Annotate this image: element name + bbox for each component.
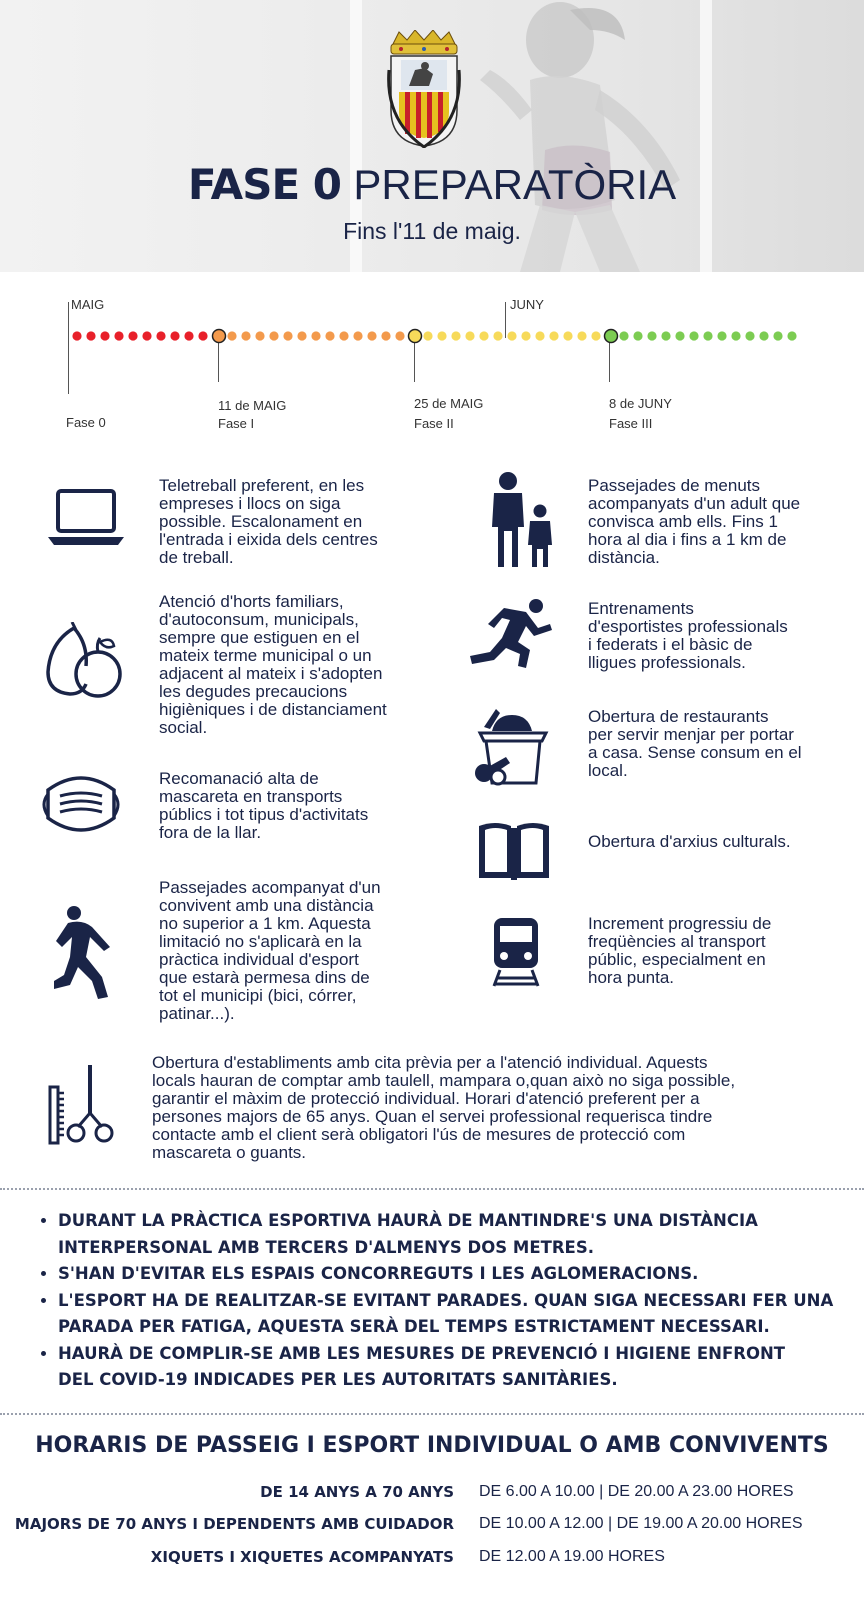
timeline-dot: [170, 331, 179, 340]
timeline-dot: [577, 331, 586, 340]
text-line: Obertura de restaurants: [588, 707, 769, 726]
text-line: públic, especialment en: [588, 950, 766, 969]
text-line: l'entrada i eixida dels centres: [159, 530, 378, 549]
text-line: i federats i el bàsic de: [588, 635, 753, 654]
text-line: convisca amb ells. Fins 1: [588, 512, 778, 531]
month-label-juny: JUNY: [510, 297, 544, 312]
rule-item: [58, 1288, 850, 1341]
text-line: pràctica individual d'esport: [159, 950, 359, 969]
text-line: que estarà permesa dins de: [159, 968, 370, 987]
timeline-dot: [198, 331, 207, 340]
timeline-dot: [451, 331, 460, 340]
timeline-dot: [297, 331, 306, 340]
timeline-dot: [283, 331, 292, 340]
milestone-phase-2: Fase II: [414, 416, 454, 431]
measure-passejades-menuts: [588, 477, 858, 567]
text-line: Passejades de menuts: [588, 476, 760, 495]
timeline-dot: [437, 331, 446, 340]
measure-establiments: [152, 1054, 852, 1162]
text-line: sempre que estiguen en el: [159, 628, 360, 647]
sprinter-icon: [468, 598, 554, 670]
text-line: Obertura d'establiments amb cita prèvia per a l'atenció individual. Aquests: [152, 1053, 708, 1072]
jogger-icon: [52, 905, 120, 1001]
timeline-dot: [114, 331, 123, 340]
timeline-dot: [353, 331, 362, 340]
schedule-row: [0, 1515, 864, 1537]
text-line: limitació no s'aplicarà en la: [159, 932, 362, 951]
timeline-dot: [156, 331, 165, 340]
measure-transport: [588, 915, 858, 987]
timeline-dot: [100, 331, 109, 340]
text-line: fora de la llar.: [159, 823, 262, 842]
text-line: públics i tot tipus d'activitats: [159, 805, 369, 824]
text-line: mateix terme municipal o un: [159, 646, 372, 665]
title-bold: FASE 0: [187, 160, 341, 209]
text-line: DURANT LA PRÀCTICA ESPORTIVA HAURÀ DE MANTINDRE'S UNA DISTÀNCIA: [58, 1211, 758, 1230]
text-line: mascareta o guants.: [152, 1143, 307, 1162]
timeline-dot: [86, 331, 95, 340]
text-line: Obertura d'arxius culturals.: [588, 832, 791, 851]
text-line: Recomanació alta de: [159, 769, 319, 788]
text-line: patinar...).: [159, 1004, 235, 1023]
text-line: hora punta.: [588, 968, 675, 987]
text-line: freqüències al transport: [588, 932, 766, 951]
text-line: locals hauran de comptar amb taulell, mampara o,quan això no siga possible,: [152, 1071, 736, 1090]
measure-horts: [159, 593, 429, 737]
timeline-dot: [184, 331, 193, 340]
rule-item: [58, 1261, 850, 1288]
timeline-milestone-dot: [409, 330, 422, 343]
timeline-dot: [787, 331, 796, 340]
timeline-dot: [773, 331, 782, 340]
timeline-dot: [269, 331, 278, 340]
measure-entrenaments: [588, 600, 858, 672]
schedule-group: DE 14 ANYS A 70 ANYS: [260, 1483, 454, 1501]
schedule-group: XIQUETS I XIQUETES ACOMPANYATS: [150, 1548, 454, 1566]
divider: [0, 1188, 864, 1190]
hero-banner: [0, 0, 864, 272]
text-line: PARADA PER FATIGA, AQUESTA SERÀ DEL TEMPS ESTRICTAMENT NECESSARI.: [58, 1317, 770, 1336]
divider: [0, 1413, 864, 1415]
text-line: Atenció d'horts familiars,: [159, 592, 344, 611]
text-line: empreses i llocs on siga: [159, 494, 341, 513]
timeline-dot: [142, 331, 151, 340]
timeline-dot: [717, 331, 726, 340]
timeline-milestone-dot: [605, 330, 618, 343]
timeline-dot: [423, 331, 432, 340]
text-line: Teletreball preferent, en les: [159, 476, 365, 495]
timeline-dot: [493, 331, 502, 340]
timeline-dot: [661, 331, 670, 340]
text-line: mascareta en transports: [159, 787, 343, 806]
phase-timeline: [0, 290, 864, 440]
text-line: Increment progressiu de: [588, 914, 772, 933]
text-line: adjacent al mateix i s'adopten: [159, 664, 383, 683]
timeline-tick-maig: [68, 302, 69, 394]
text-line: d'esportistes professionals: [588, 617, 788, 636]
text-line: contacte amb el client serà obligatori l'ús de mesures de protecció com: [152, 1125, 686, 1144]
text-line: no superior a 1 km. Aquesta: [159, 914, 371, 933]
timeline-dot: [731, 331, 740, 340]
timeline-dot: [563, 331, 572, 340]
text-line: garantir el màxim de protecció individual. Horari d'atenció preferent per a: [152, 1089, 700, 1108]
timeline-dot: [72, 331, 81, 340]
timeline-dot: [633, 331, 642, 340]
text-line: possible. Escalonament en: [159, 512, 363, 531]
text-line: lligues professionals.: [588, 653, 746, 672]
milestone-date-2: 25 de MAIG: [414, 396, 484, 411]
timeline-dot: [689, 331, 698, 340]
timeline-dot: [549, 331, 558, 340]
month-label-maig: MAIG: [71, 297, 105, 312]
page-subtitle: Fins l'11 de maig.: [343, 218, 521, 244]
timeline-dot: [367, 331, 376, 340]
timeline-dot: [675, 331, 684, 340]
text-line: Entrenaments: [588, 599, 694, 618]
timeline-dot: [647, 331, 656, 340]
timeline-dot: [381, 331, 390, 340]
measure-mascareta: [159, 770, 429, 842]
schedule-hours: DE 6.00 A 10.00 | DE 20.00 A 23.00 HORES: [479, 1483, 794, 1500]
timeline-dot: [619, 331, 628, 340]
schedule-hours: DE 10.00 A 12.00 | DE 19.00 A 20.00 HORES: [479, 1515, 803, 1532]
comb-scissors-icon: [46, 1063, 114, 1145]
text-line: HAURÀ DE COMPLIR-SE AMB LES MESURES DE PREVENCIÓ I HIGIENE ENFRONT: [58, 1343, 786, 1363]
text-line: per servir menjar per portar: [588, 725, 794, 744]
measure-restaurants: [588, 708, 858, 780]
text-line: Passejades acompanyat d'un: [159, 878, 381, 897]
adult-child-icon: [488, 471, 560, 569]
timeline-dot: [507, 331, 516, 340]
milestone-phase-1: Fase I: [218, 416, 255, 431]
milestone-line-fase3: [609, 342, 610, 382]
measure-passejades-convivent: [159, 879, 429, 1023]
schedule-row: [0, 1483, 864, 1505]
milestone-line-fase2: [414, 342, 415, 382]
laptop-icon: [46, 487, 126, 549]
fruit-icon: [42, 622, 126, 698]
schedule-hours: DE 12.00 A 19.00 HORES: [479, 1548, 665, 1565]
text-line: de treball.: [159, 548, 234, 567]
text-line: a casa. Sense consum en el: [588, 743, 802, 762]
text-line: distància.: [588, 548, 660, 567]
town-crest-icon: [385, 30, 463, 148]
train-icon: [490, 916, 542, 988]
schedule-group: MAJORS DE 70 ANYS I DEPENDENTS AMB CUIDADOR: [14, 1515, 454, 1533]
timeline-dot: [339, 331, 348, 340]
text-line: L'ESPORT HA DE REALITZAR-SE EVITANT PARADES. QUAN SIGA NECESSARI FER UNA: [58, 1290, 834, 1310]
timeline-dot: [745, 331, 754, 340]
schedule-title: HORARIS DE PASSEIG I ESPORT INDIVIDUAL O AMB CONVIVENTS: [35, 1433, 829, 1458]
timeline-dot: [227, 331, 236, 340]
timeline-dot: [325, 331, 334, 340]
text-line: DEL COVID-19 INDICADES PER LES AUTORITATS SANITÀRIES.: [58, 1370, 618, 1389]
milestone-date-1: 11 de MAIG: [218, 398, 287, 413]
timeline-milestone-dot: [213, 330, 226, 343]
schedule-row: [0, 1548, 864, 1570]
rules-list: [30, 1208, 850, 1394]
timeline-dot: [759, 331, 768, 340]
text-line: les degudes precaucions: [159, 682, 348, 701]
text-line: hora al dia i fins a 1 km de: [588, 530, 787, 549]
text-line: convivent amb una distància: [159, 896, 374, 915]
text-line: S'HAN D'EVITAR ELS ESPAIS CONCORREGUTS I LES AGLOMERACIONS.: [58, 1264, 699, 1283]
text-line: persones majors de 65 anys. Quan el servei professional requerisca tindre: [152, 1107, 713, 1126]
measure-teletreball: [159, 477, 429, 567]
text-line: d'autoconsum, municipals,: [159, 610, 359, 629]
text-line: local.: [588, 761, 628, 780]
open-book-icon: [477, 818, 551, 880]
timeline-dot: [395, 331, 404, 340]
text-line: tot el municipi (bici, córrer,: [159, 986, 357, 1005]
milestone-line-fase1: [218, 342, 219, 382]
timeline-dots: [0, 324, 864, 348]
milestone-phase-0: Fase 0: [66, 415, 106, 430]
milestone-date-3: 8 de JUNY: [609, 396, 672, 411]
timeline-dot: [128, 331, 137, 340]
takeaway-food-icon: [470, 705, 556, 789]
title-light: PREPARATÒRIA: [353, 161, 677, 208]
timeline-dot: [591, 331, 600, 340]
text-line: social.: [159, 718, 208, 737]
page-title: [0, 160, 864, 209]
rule-item: [58, 1341, 850, 1394]
measure-arxius: [588, 833, 858, 851]
timeline-dot: [479, 331, 488, 340]
timeline-dot: [255, 331, 264, 340]
text-line: INTERPERSONAL AMB TERCERS D'ALMENYS DOS METRES.: [58, 1237, 594, 1257]
text-line: higièniques i de distanciament: [159, 700, 387, 719]
timeline-dot: [521, 331, 530, 340]
timeline-dot: [465, 331, 474, 340]
timeline-dot: [241, 331, 250, 340]
rule-item: [58, 1208, 850, 1261]
milestone-phase-3: Fase III: [609, 416, 653, 431]
text-line: acompanyats d'un adult que: [588, 494, 801, 513]
timeline-dot: [535, 331, 544, 340]
face-mask-icon: [38, 770, 124, 840]
timeline-dot: [703, 331, 712, 340]
timeline-dot: [311, 331, 320, 340]
